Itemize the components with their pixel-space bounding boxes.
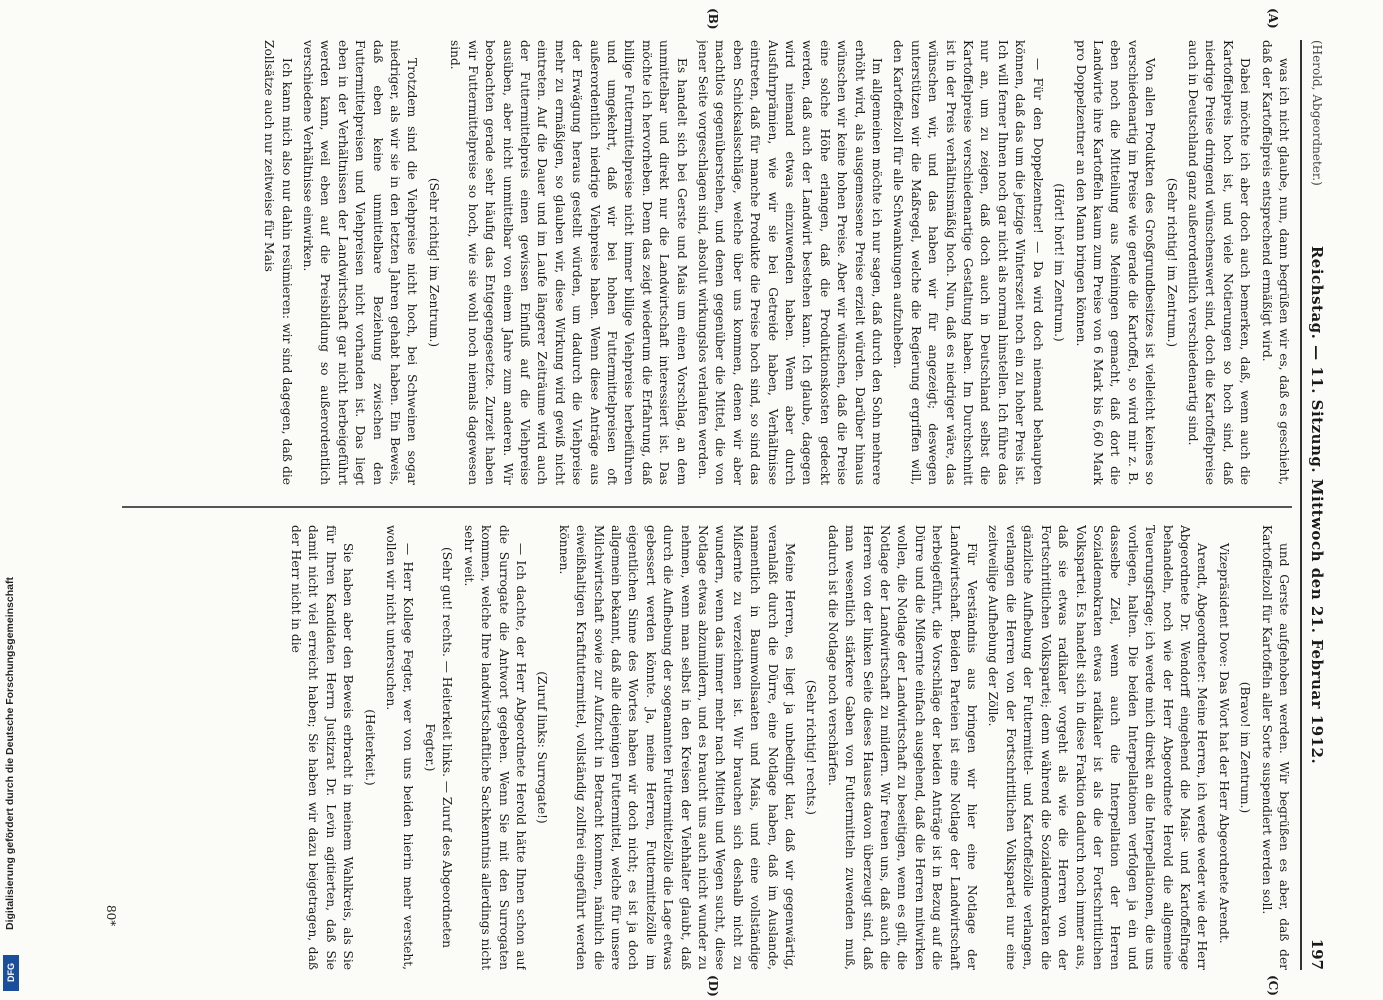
dfg-logo-icon — [3, 955, 19, 991]
right-column-paragraph: Meine Herren, es liegt ja unbedingt klar, daß wir gegenwärtig, veranlaßt durch die Dürre, eine Notlage haben, daß im Auslande, namentlich in Baumwollsaaten und Mais, und eine vollständige Mißernte zu verzeichnen ist. Wir brauchen sich deshalb nicht zu wundern, wenn das immer mehr nach Mitteln und Wegen sucht, diese Notlage etwas abzumildern, und es braucht uns auch nicht wunder zu nehmen, wenn man selbst in den Kreisen der Viehhalter glaubt, daß durch die Aufhebung der sogenannten Futtermittelzölle die Lage etwas gebessert werden könnte. Ja, meine Herren, Futtermittelzölle im eigentlichen Sinne des Wortes haben wir doch nicht; es ist ja doch allgemein bekannt, daß alle diejenigen Futtermittel, welche für unsere Milchwirtschaft sowie zur Aufzucht in Betracht kommen, nämlich die eiweißhaltigen Kraftfuttermittel, vollständig zollfrei eingeführt werden können. — [556, 525, 798, 970]
left-column-paragraph: was ich nicht glaube, nun, dann begrüßen wir es, daß es geschieht, daß der Kartoffelpreis entsprechend ermäßigt wird. — [1259, 40, 1291, 485]
right-column-paragraph: (Heiterkeit.) — [362, 709, 377, 786]
right-column-paragraph: (Zuruf links: Surrogate!) — [535, 671, 550, 824]
left-column-paragraph: Dabei möchte ich aber doch auch bemerken, daß, wenn auch die Kartoffelpreis hoch ist, und viele Notierungen so hoch sind, daß niedrige Preise dringend wünschenswert sind, doch die Kartoffelpreise auch in Deutschland ganz außerordentlich verschiedenartig sind. — [1185, 40, 1253, 485]
left-column-paragraph: — Für den Doppelzentner! — Da wird doch niemand behaupten können, daß das um die jetzige Winterszeit noch ein zu hoher Preis ist. Ich will ferner Ihnen noch gar nicht als normal hinstellen. Ich führe das nur an, um zu zeigen, daß doch auch in Deutschland selbst die Kartoffelpreise verschiedenartige Gestaltung haben. Im Durchschnitt ist in der Preis verhältnismäßig hoch. Nun, daß es niedriger wäre, das wünschen wir, und das haben wir für angezeigt; deswegen unterstützen wir die Maßregel, welche die Regierung ergriffen will, den Kartoffelzoll für alle Schwankungen aufzuheben. — [891, 40, 1045, 485]
header-page-number: 197 — [1308, 938, 1326, 970]
margin-mark-c: (C) — [1266, 975, 1280, 996]
left-column-paragraph: Ich kann mich also nur dahin resümieren: wir sind dagegen, daß die Zollsätze auch nur zeitweise für Mais — [262, 40, 294, 485]
right-column-paragraph: Vizepräsident Dove: Das Wort hat der Herr Abgeordnete Arendt. — [1216, 543, 1231, 944]
dfg-logo-text: DFG — [6, 963, 16, 982]
right-column-paragraph: Arendt, Abgeordneter: Meine Herren, ich werde weder wie der Herr Abgeordnete Dr. Wendorff eingehend die Mais- und Kartoffelfrage behandeln, noch wie der Herr Abgeordnete Herold die allgemeine Teuerungsfrage; ich werde mich direkt an die Interpellationen, die uns vorliegen, halten. Die beiden Interpellationen verfolgen ja ein und dasselbe Ziel, wenn auch die Interpellation der Herren Sozialdemokraten etwas radikaler ist als die der Fortschrittlichen Volkspartei. Es handelt sich in diese Fraktion dadurch noch immer aus, daß sie etwas radikaler vorgeht als wie die Herren von der Fortschrittlichen Volkspartei; denn während die Sozialdemokraten die gänzliche Aufhebung der Futtermittel- und Kartoffelzölle verlangen, verlangen die Herren von der Fortschrittlichen Volkspartei nur eine zeitweilige Aufhebung der Zölle. — [986, 525, 1210, 970]
footer-mark: 80* — [104, 905, 118, 927]
right-column-paragraph: (Sehr richtig! rechts.) — [804, 679, 819, 816]
page-header — [1300, 40, 1332, 970]
left-column-paragraph: Im allgemeinen möchte ich nur sagen, daß durch den Sohn mehrere erhöht wird, als ausgemessene Preise erzielt würden. Darüber hinaus wünschen wir keine hohen Preise. Aber wir wünschen, daß die Preise eine solche Höhe erlangen, daß die Produktionskosten gedeckt werden, daß auch der Landwirt bestehen kann. Ich glaube, dagegen wird niemand etwas einzuwenden haben. Wenn aber durch Ausfuhrprämien, wie wir sie bei Getreide haben, Verhältnisse eintreten, daß für manche Produkte die Preise hoch sind, so sind das eben Schicksalsschläge, welche über uns kommen, denen wir aber machtlos gegenüberstehen, und denen gegenüber die Mittel, die von jener Seite vorgeschlagen sind, absolut wirkungslos verlaufen werden. — [696, 40, 885, 485]
left-column-paragraph: Es handelt sich bei Gerste und Mais um einen Vorschlag, an dem unmittelbar und direkt nur die Landwirtschaft interessiert ist. Das möchte ich hervorheben. Denn das zeigt wiederum die Erfahrung, daß billige Futtermittelpreise nicht immer billige Viehpreise herbeiführen und umgekehrt, daß wir bei hohen Futtermittelpreisen oft außerordentlich niedrige Viehpreise haben. Wenn diese Anträge aus der Erwägung heraus gestellt würden, um dadurch die Viehpreise mehr zu ermäßigen, so glauben wir, diese Wirkung wird gewiß nicht eintreten. Auf die Dauer und im Laufe längerer Zeiträume wird auch der Futtermittelpreis einen gewissen Einfluß auf die Viehpreise ausüben, aber nicht unmittelbar von einem Jahre zum anderen. Wir beobachten gerade sehr häufig das Entgegengesetzte. Zurzeit haben wir Futtermittelpreise so hoch, wie sie wohl noch niemals dagewesen sind. — [448, 40, 689, 485]
right-column-paragraph: (Sehr gut! rechts. — Heiterkeit links. — Zuruf des Abgeordneten Fegter.) — [422, 546, 455, 949]
right-column-paragraph: — Ich dachte, der Herr Abgeordnete Herold hätte Ihnen schon auf die Surrogate die Antwort gegeben. Wenn Sie mit den Surrogaten kommen, welche Ihre landwirtschaftliche Sachkenntnis allerdings nicht sehr weit. — [461, 525, 528, 970]
left-column-paragraph: Von allen Produkten des Großgrundbesitzes ist vielleicht keines so verschiedenartig im Preise wie gerade die Kartoffel, so wird mir z. B. eben noch die Mitteilung aus Meiningen gemacht, daß dort die Landwirte ihre Kartoffeln kaum zum Preise von 6 Mark bis 6,60 Mark pro Doppelzentner an den Mann bringen können. — [1073, 40, 1158, 485]
right-column-paragraph: Sie haben aber den Beweis erbracht in meinem Wahlkreis, als Sie für Ihren Kandidaten Herrn Justizrat Dr. Levin agitierten, daß Sie damit nicht viel erreicht haben; Sie haben wir dazu beigetragen, daß der Herr nicht in die — [289, 525, 356, 970]
left-column-paragraph: (Hört! hört! im Zentrum.) — [1052, 183, 1067, 342]
right-column-paragraph: — Herr Kollege Fegter, wer von uns beiden hierin mehr versteht, wollen wir nicht untersuchen. — [384, 525, 416, 970]
header-title: Reichstag. — 11. Sitzung. Mittwoch den 21. Februar 1912. — [1308, 245, 1326, 765]
left-column-paragraph: Trotzdem sind die Viehpreise nicht hoch, bei Schweinen sogar niedriger, als wir sie in den letzten Jahren gehabt haben. Ein Beweis, daß eben keine unmittelbare Beziehung zwischen den Futtermittelpreisen und Viehpreisen nicht vorhanden ist. Das liegt eben in der Verhältnissen der Landwirtschaft gar nicht herbeigeführt werden kann, weil eben auf die Preisbildung so außerordentlich verschiedene Verhältnisse einwirken. — [301, 40, 420, 485]
left-column-paragraph: (Sehr richtig! im Zentrum.) — [1164, 177, 1179, 348]
column-divider — [122, 506, 1292, 508]
left-text-column — [122, 40, 1292, 485]
right-column-paragraph: (Bravo! im Zentrum.) — [1238, 681, 1253, 814]
right-column-paragraph: Für Verständnis aus bringen wir hier eine Notlage der Landwirtschaft. Beiden Parteien ist eine Notlage der Landwirtschaft herbeigeführt, die Vorschläge der beiden Anträge ist in Bezug auf die Dürre und die Mißernte einfach ausgehend, daß die Herren mitwirken wollen, die Notlage der Landwirtschaft zu beseitigen, wenn es gilt, die Notlage der Landwirtschaft zu mildern. Wir freuen uns, daß auch die Herren von der linken Seite dieses Hauses davon überzeugt sind, daß man wesentlich stärkere Gaben von Futtermitteln zuwenden muß, dadurch ist die Notlage noch verschärfen. — [825, 525, 980, 970]
digitization-notice: Digitalisierung gefördert durch die Deutsche Forschungsgemeinschaft — [4, 577, 16, 930]
margin-mark-d: (D) — [706, 975, 720, 997]
digitization-sidebar — [0, 0, 24, 1000]
right-column-paragraph: und Gerste aufgehoben werden. Wir begrüßen es aber, daß der Kartoffelzoll für Kartoffeln aller Sorte suspendiert werden soll. — [1259, 525, 1291, 970]
right-text-column — [122, 525, 1292, 970]
margin-mark-a: (A) — [1266, 8, 1280, 29]
margin-mark-b: (B) — [706, 8, 720, 30]
header-speaker: (Herold, Abgeordneter.) — [1310, 40, 1324, 186]
left-column-paragraph: (Sehr richtig! im Zentrum.) — [426, 177, 441, 348]
